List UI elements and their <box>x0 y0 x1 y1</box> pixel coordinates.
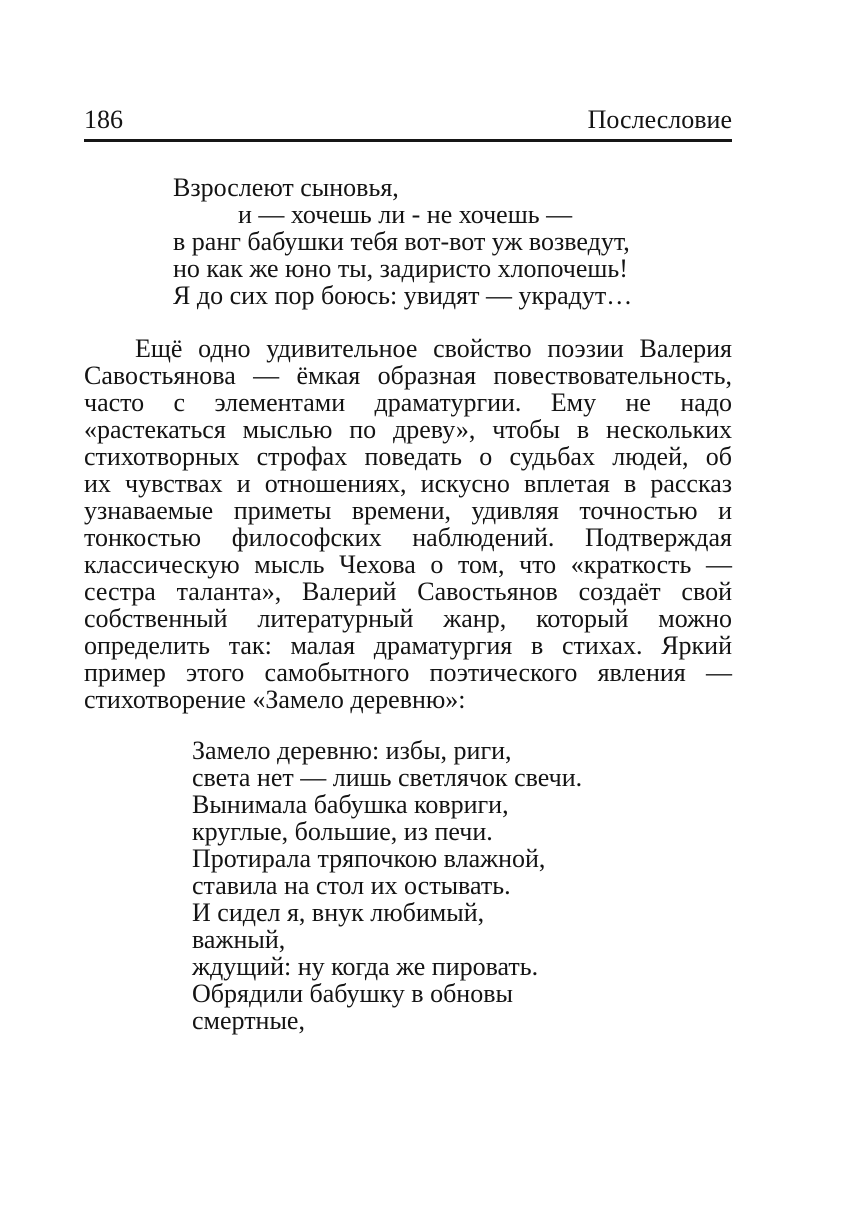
poem-line: Вынимала бабушка ковриги, <box>192 790 509 819</box>
page-number: 186 <box>84 105 123 134</box>
paragraph-line: определить так: малая драматургия в стихах. Яркий <box>84 631 732 660</box>
paragraph-line: Ещё одно удивительное свойство поэзии Валерия <box>135 334 732 363</box>
poem-line: И сидел я, внук любимый, <box>192 898 485 927</box>
paragraph-line: сестра таланта», Валерий Савостьянов создаёт свой <box>84 577 732 606</box>
poem-line: важный, <box>192 925 286 954</box>
poem-line: Замело деревню: избы, риги, <box>192 736 512 765</box>
quoted-poem <box>192 737 732 1034</box>
paragraph-line: часто с элементами драматургии. Ему не надо <box>84 388 732 417</box>
poem-line: ставила на стол их остывать. <box>192 871 511 900</box>
poem-line: и — хочешь ли - не хочешь — <box>238 200 573 229</box>
text-block <box>84 0 732 1034</box>
poem-line: света нет — лишь светлячок свечи. <box>192 763 583 792</box>
paragraph-line: тонкостью философских наблюдений. Подтверждая <box>84 523 732 552</box>
poem-line: Взрослеют сыновья, <box>173 173 399 202</box>
paragraph-line: их чувствах и отношениях, искусно вплетая в рассказ <box>84 469 732 498</box>
poem-line: Я до сих пор боюсь: увидят — украдут… <box>173 281 633 310</box>
poem-line: в ранг бабушки тебя вот-вот уж возведут, <box>173 227 630 256</box>
paragraph-line: собственный литературный жанр, который можно <box>84 604 732 633</box>
epigraph-poem <box>173 174 732 309</box>
poem-line: круглые, большие, из печи. <box>192 817 493 846</box>
paragraph-line: классическую мысль Чехова о том, что «краткость — <box>84 550 732 579</box>
poem-line: но как же юно ты, задиристо хлопочешь! <box>173 254 628 283</box>
paragraph-line: Савостьянова — ёмкая образная повествовательность, <box>84 361 732 390</box>
poem-line: Обрядили бабушку в обновы <box>192 979 513 1008</box>
running-title: Послесловие <box>587 105 732 134</box>
poem-line: ждущий: ну когда же пировать. <box>192 952 539 981</box>
header-rule <box>84 139 732 142</box>
paragraph-line: стихотворных строфах поведать о судьбах людей, об <box>84 442 732 471</box>
body-paragraph <box>84 335 732 713</box>
paragraph-line: пример этого самобытного поэтического явления — <box>84 658 732 687</box>
paragraph-line: узнаваемые приметы времени, удивляя точностью и <box>84 496 732 525</box>
paragraph-line: «растекаться мыслью по древу», чтобы в нескольких <box>84 415 732 444</box>
poem-line: Протирала тряпочкою влажной, <box>192 844 546 873</box>
page-header <box>84 0 732 133</box>
poem-line: смертные, <box>192 1006 305 1035</box>
paragraph-line: стихотворение «Замело деревню»: <box>84 685 466 714</box>
